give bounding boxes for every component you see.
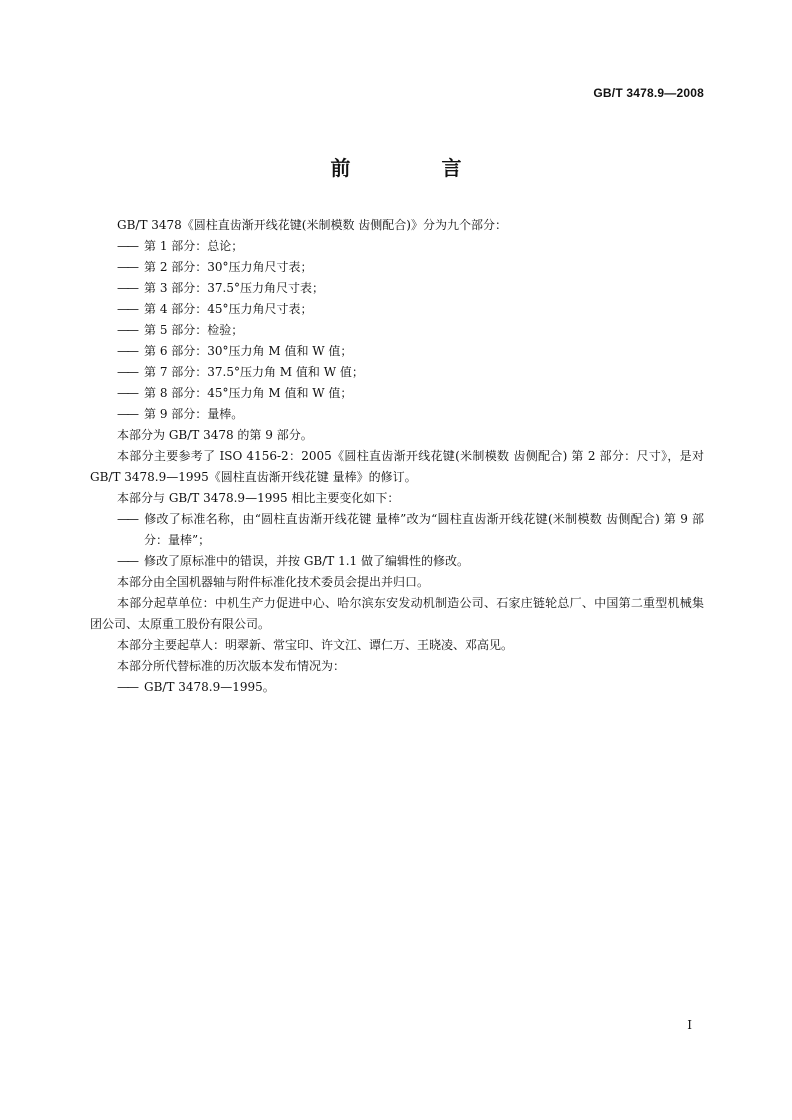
- dash-symbol: ——: [117, 512, 137, 526]
- list-item-change-1: [90, 509, 704, 551]
- history-intro-paragraph: 本部分所代替标准的历次版本发布情况为：: [117, 659, 346, 673]
- list-item-text: 第 7 部分：37.5°压力角 M 值和 W 值；: [144, 365, 364, 379]
- list-item-part-9: [90, 404, 704, 425]
- list-item-text: 修改了原标准中的错误，并按 GB/T 1.1 做了编辑性的修改。: [144, 554, 469, 568]
- list-item-text: 第 8 部分：45°压力角 M 值和 W 值；: [144, 386, 353, 400]
- list-item-text: 第 5 部分：检验；: [144, 323, 244, 337]
- dash-symbol: ——: [117, 281, 137, 295]
- drafters-paragraph: 本部分主要起草人：明翠新、常宝印、许文江、谭仁万、王晓凌、邓高见。: [117, 638, 514, 652]
- dash-symbol: ——: [117, 344, 137, 358]
- list-item-part-3: [90, 278, 704, 299]
- list-item-part-6: [90, 341, 704, 362]
- page-number: I: [687, 1018, 692, 1032]
- dash-symbol: ——: [117, 554, 137, 568]
- dash-symbol: ——: [117, 407, 137, 421]
- list-item-part-1: [90, 236, 704, 257]
- list-item-text: 第 6 部分：30°压力角 M 值和 W 值；: [144, 344, 353, 358]
- list-item-text: 第 4 部分：45°压力角尺寸表；: [144, 302, 313, 316]
- list-item-part-5: [90, 320, 704, 341]
- list-item-text: 第 2 部分：30°压力角尺寸表；: [144, 260, 313, 274]
- list-item-part-7: [90, 362, 704, 383]
- list-item-history: [90, 677, 704, 698]
- list-item-part-2: [90, 257, 704, 278]
- list-item-text: GB/T 3478.9—1995。: [144, 680, 275, 694]
- list-item-text: 第 3 部分：37.5°压力角尺寸表；: [144, 281, 324, 295]
- page-title: 前 言: [330, 156, 504, 180]
- list-item-part-8: [90, 383, 704, 404]
- foreword-body: [90, 215, 704, 698]
- list-item-change-2: [90, 551, 704, 572]
- list-item-text: 修改了标准名称，由“圆柱直齿渐开线花键 量棒”改为“圆柱直齿渐开线花键(米制模数 齿侧配合) 第 9 部分：量棒”；: [144, 512, 704, 547]
- part-of-paragraph: 本部分为 GB/T 3478 的第 9 部分。: [117, 428, 313, 442]
- list-item-part-4: [90, 299, 704, 320]
- dash-symbol: ——: [117, 239, 137, 253]
- dash-symbol: ——: [117, 323, 137, 337]
- list-item-text: 第 9 部分：量棒。: [144, 407, 244, 421]
- dash-symbol: ——: [117, 302, 137, 316]
- list-item-text: 第 1 部分：总论；: [144, 239, 244, 253]
- intro-paragraph: GB/T 3478《圆柱直齿渐开线花键(米制模数 齿侧配合)》分为九个部分：: [117, 218, 507, 232]
- dash-symbol: ——: [117, 260, 137, 274]
- changes-intro-paragraph: 本部分与 GB/T 3478.9—1995 相比主要变化如下：: [117, 491, 400, 505]
- reference-paragraph: 本部分主要参考了 ISO 4156-2：2005《圆柱直齿渐开线花键(米制模数 齿侧配合) 第 2 部分：尺寸》，是对 GB/T 3478.9—1995《圆柱直齿渐开线花键 量棒》的修订。: [90, 449, 704, 484]
- standard-code-header: GB/T 3478.9—2008: [593, 86, 704, 100]
- proposed-by-paragraph: 本部分由全国机器轴与附件标准化技术委员会提出并归口。: [117, 575, 430, 589]
- dash-symbol: ——: [117, 680, 137, 694]
- dash-symbol: ——: [117, 365, 137, 379]
- drafting-units-paragraph: 本部分起草单位：中机生产力促进中心、哈尔滨东安发动机制造公司、石家庄链轮总厂、中国第二重型机械集团公司、太原重工股份有限公司。: [90, 596, 704, 631]
- dash-symbol: ——: [117, 386, 137, 400]
